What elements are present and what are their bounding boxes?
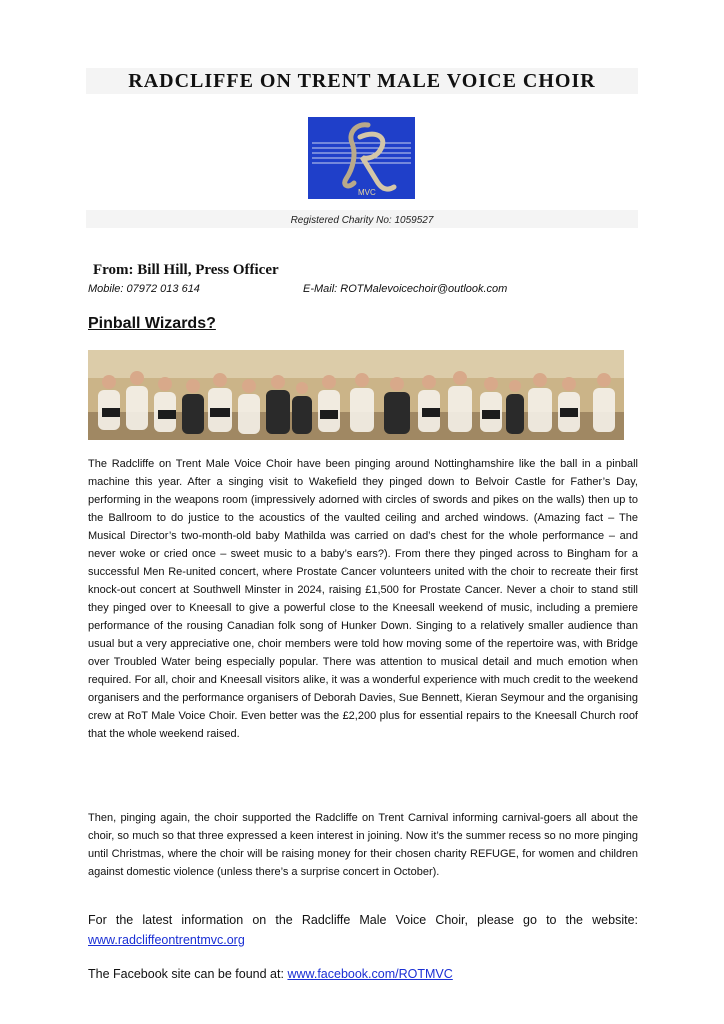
title-banner	[86, 68, 638, 94]
website-info	[88, 910, 638, 950]
article-paragraph-2: Then, pinging again, the choir supported the Radcliffe on Trent Carnival informing carnival-goers all about the choir, so much so that three expressed a keen interest in joining. Now it’s the summer recess so no more pinging until Christmas, where the choir will be raising money for their chosen charity REFUGE, for women and children against domestic violence (unless there’s a surprise concert in October).	[88, 812, 638, 878]
from-line: From: Bill Hill, Press Officer	[93, 262, 279, 278]
choir-logo	[308, 117, 415, 199]
logo-text: MVC	[358, 188, 376, 197]
article-paragraph-1: The Radcliffe on Trent Male Voice Choir have been pinging around Nottinghamshire like the ball in a pinball machine this year. After a singing visit to Wakefield they pinged down to Belvoir Castle for Father’s Day, performing in the weapons room (impressively adorned with circles of swords and pikes on the walls) then up to the Ballroom to do justice to the acoustics of the vaulted ceiling and arched windows. (Amazing fact – The Musical Director’s two-month-old baby Mathilda was carried on dad’s chest for the whole performance – and never woke or cried once – sweet music to a baby’s ears?). From there they pinged across to Bingham for a successful Men Re-united concert, where Prostate Cancer volunteers united with the choir to recreate their first knock-out concert at Southwell Minster in 2024, raising £1,500 for Prostate Cancer. Never a choir to stand still they pinged over to Kneesall to give a powerful close to the Kneesall weekend of music, including a premiere performance of the rousing Canadian folk song of Hunker Down. Singing to a relatively smaller audience than usual but a very appreciative one, choir members were told how moving some of the repertoire was, with Bridge over Troubled Water being especially popular. There was attention to musical detail and much emotion when required. For all, choir and Kneesall visitors alike, it was a wonderful experience with much credit to the weekend organisers and the performance organisers of Deborah Davies, Sue Bennett, Kieran Seymour and the organising crew at RoT Male Voice Choir. Even better was the £2,200 plus for essential repairs to the Kneesall Church roof that the whole weekend raised.	[88, 458, 638, 740]
website-link[interactable]: www.radcliffeontrentmvc.org	[88, 933, 245, 947]
page-title: RADCLIFFE ON TRENT MALE VOICE CHOIR	[128, 70, 596, 92]
mobile-number: Mobile: 07972 013 614	[88, 283, 200, 295]
charity-number: Registered Charity No: 1059527	[290, 215, 434, 226]
website-text: For the latest information on the Radcliffe Male Voice Choir, please go to the website:	[88, 913, 638, 927]
choir-photo	[88, 350, 624, 440]
logo-graphic	[308, 117, 415, 199]
facebook-link[interactable]: www.facebook.com/ROTMVC	[287, 967, 453, 981]
facebook-text: The Facebook site can be found at:	[88, 967, 284, 981]
charity-banner	[86, 210, 638, 228]
facebook-info	[88, 964, 638, 984]
email-address: E-Mail: ROTMalevoicechoir@outlook.com	[303, 283, 508, 295]
choir-photo-graphic	[88, 350, 624, 440]
article-heading: Pinball Wizards?	[88, 315, 216, 332]
